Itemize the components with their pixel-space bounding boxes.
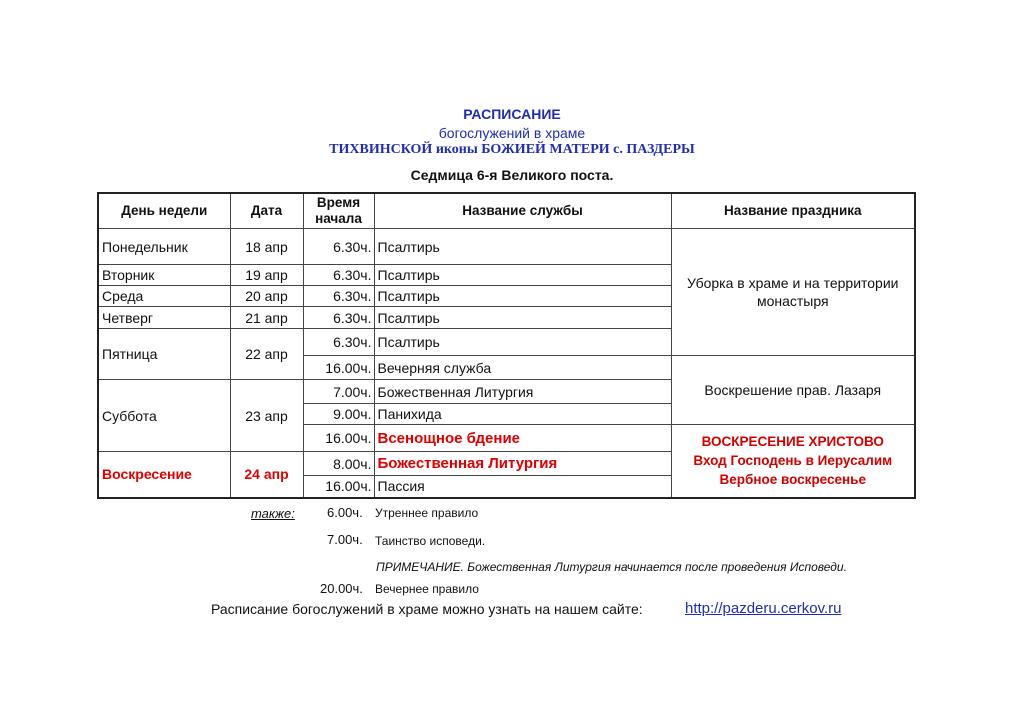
col-header-holiday: Название праздника [671,193,915,229]
extra-time: 7.00ч. [327,532,363,547]
time-cell: 8.00ч. [303,452,374,476]
note: ПРИМЕЧАНИЕ. Божественная Литургия начинается после проведения Исповеди. [376,560,847,574]
date-cell: 21 апр [230,307,303,329]
time-cell: 9.00ч. [303,404,374,425]
extra-text: Таинство исповеди. [375,534,486,548]
holiday-cell-palm-sunday [671,425,915,498]
holiday-cell: Уборка в храме и на территории монастыря [671,229,915,356]
service-cell: Псалтирь [374,229,671,265]
time-cell: 6.30ч. [303,265,374,286]
table-header-row [98,193,915,229]
service-cell: Вечерняя служба [374,356,671,380]
extra-time: 20.00ч. [320,581,363,596]
day-cell: Суббота [98,380,230,452]
service-cell: Пассия [374,476,671,498]
day-cell: Среда [98,286,230,307]
extra-text: Утреннее правило [375,506,479,520]
also-label: также: [251,506,295,521]
time-cell: 6.30ч. [303,286,374,307]
time-cell: 16.00ч. [303,356,374,380]
service-cell: Панихида [374,404,671,425]
week-title: Седмица 6-я Великого поста. [410,167,614,183]
time-cell: 7.00ч. [303,380,374,404]
holiday-line: Вход Господень в Иерусалим [693,453,893,469]
church-name: ТИХВИНСКОЙ иконы БОЖИЕЙ МАТЕРИ с. ПАЗДЕРЫ [329,142,695,157]
time-cell: 16.00ч. [303,476,374,498]
col-header-service: Название службы [374,193,671,229]
date-cell: 24 апр [230,452,303,498]
day-cell: Воскресение [98,452,230,498]
service-cell: Божественная Литургия [374,380,671,404]
date-cell: 19 апр [230,265,303,286]
page-title: РАСПИСАНИЕ [463,106,561,122]
time-cell: 6.30ч. [303,329,374,356]
service-cell: Псалтирь [374,329,671,356]
service-cell: Псалтирь [374,307,671,329]
date-cell: 20 апр [230,286,303,307]
footer-text: Расписание богослужений в храме можно узнать на нашем сайте: [211,601,643,617]
day-cell: Понедельник [98,229,230,265]
col-header-day: День недели [98,193,230,229]
day-cell: Пятница [98,329,230,380]
col-header-time: Время начала [303,193,374,229]
website-link[interactable]: http://pazderu.cerkov.ru [685,600,842,617]
schedule-table [97,192,916,499]
service-cell: Псалтирь [374,265,671,286]
date-cell: 23 апр [230,380,303,452]
holiday-cell: Воскрешение прав. Лазаря [671,356,915,425]
service-cell: Божественная Литургия [374,452,671,476]
time-cell: 6.30ч. [303,229,374,265]
holiday-line: Вербное воскресенье [719,472,866,488]
page-subtitle: богослужений в храме [438,125,586,141]
service-cell: Всенощное бдение [374,425,671,452]
day-cell: Четверг [98,307,230,329]
date-cell: 18 апр [230,229,303,265]
date-cell: 22 апр [230,329,303,380]
col-header-date: Дата [230,193,303,229]
extra-text: Вечернее правило [375,582,479,596]
holiday-line: ВОСКРЕСЕНИЕ ХРИСТОВО [701,434,884,450]
extra-time: 6.00ч. [327,505,363,520]
time-cell: 6.30ч. [303,307,374,329]
table-row [98,229,915,265]
time-cell: 16.00ч. [303,425,374,452]
service-cell: Псалтирь [374,286,671,307]
day-cell: Вторник [98,265,230,286]
